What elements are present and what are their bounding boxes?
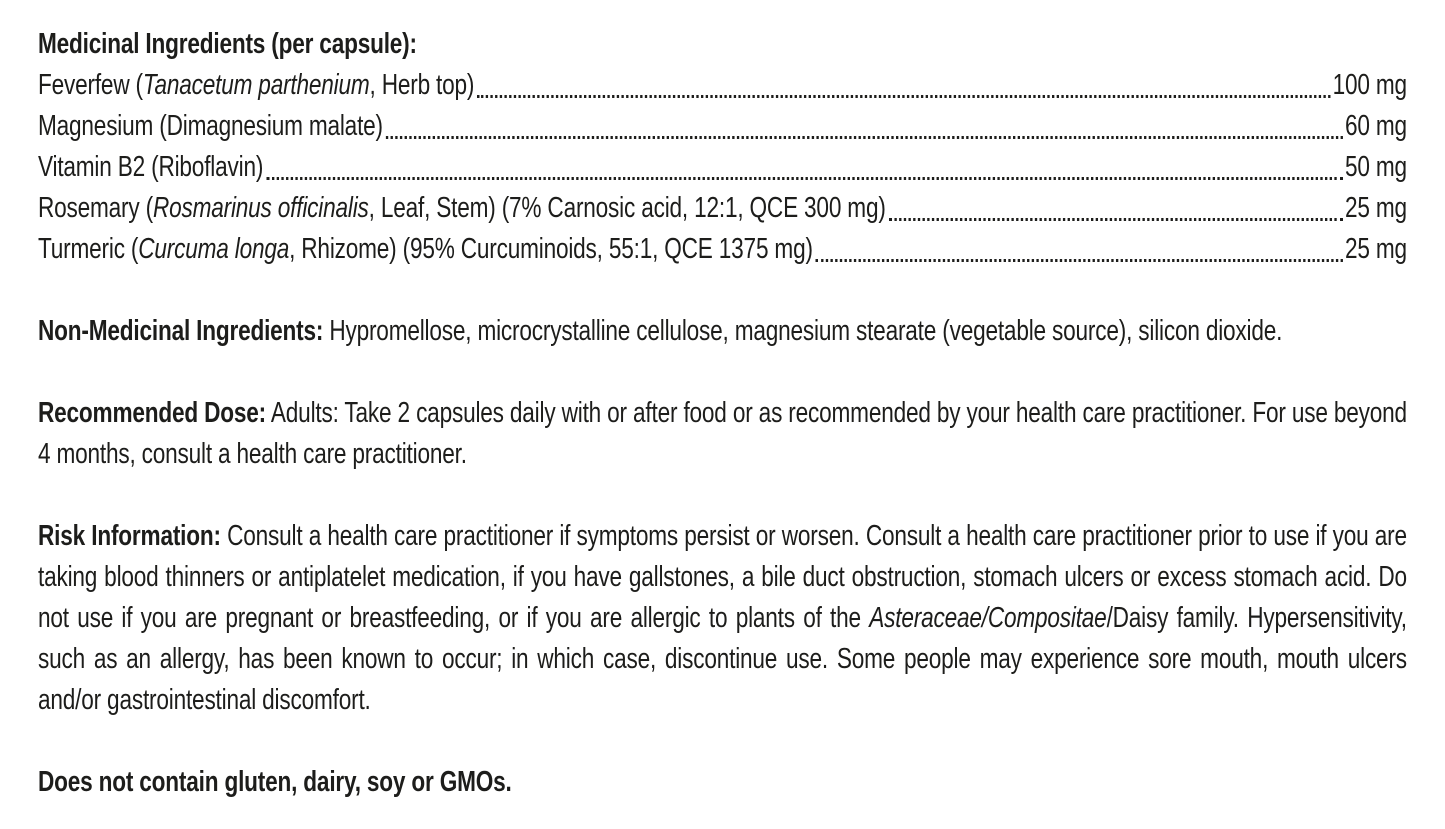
medicinal-ingredients-heading: Medicinal Ingredients (per capsule): [38, 28, 417, 60]
ingredient-amount: 25 mg [1344, 192, 1407, 224]
ingredient-name: Turmeric (Curcuma longa, Rhizome) (95% Curcuminoids, 55:1, QCE 1375 mg) [38, 233, 813, 265]
dotted-leader [266, 147, 1342, 180]
non-medicinal-label: Non-Medicinal Ingredients: [38, 315, 324, 347]
recommended-dose-text: Adults: Take 2 capsules daily with or after food or as recommended by your health care practitioner. For use beyond 4 months, consult a health care practitioner. [38, 397, 1407, 470]
recommended-dose-label: Recommended Dose: [38, 397, 267, 429]
risk-information-section [38, 516, 1407, 721]
non-medicinal-text: Hypromellose, microcrystalline cellulose, magnesium stearate (vegetable source), silicon dioxide. [329, 315, 1283, 347]
ingredient-row [38, 147, 1407, 188]
ingredient-row [38, 229, 1407, 270]
ingredient-row [38, 188, 1407, 229]
non-medicinal-section [38, 311, 1407, 352]
recommended-dose-section [38, 393, 1407, 475]
ingredient-amount: 60 mg [1344, 110, 1407, 142]
risk-information-label: Risk Information: [38, 520, 221, 552]
dotted-leader [889, 188, 1343, 221]
gluten-free-statement: Does not contain gluten, dairy, soy or GMOs. [38, 766, 512, 798]
ingredient-amount: 50 mg [1344, 151, 1407, 183]
ingredient-name: Vitamin B2 (Riboflavin) [38, 151, 264, 183]
ingredient-row [38, 65, 1407, 106]
dotted-leader [386, 106, 1343, 139]
ingredient-name: Rosemary (Rosmarinus officinalis, Leaf, Stem) (7% Carnosic acid, 12:1, QCE 300 mg) [38, 192, 886, 224]
ingredient-row [38, 106, 1407, 147]
dotted-leader [816, 229, 1343, 262]
ingredient-name: Magnesium (Dimagnesium malate) [38, 110, 383, 142]
dotted-leader [477, 65, 1330, 98]
medicinal-ingredients-list [38, 65, 1407, 270]
ingredient-name: Feverfew (Tanacetum parthenium, Herb top) [38, 69, 475, 101]
ingredient-amount: 25 mg [1344, 233, 1407, 265]
ingredient-amount: 100 mg [1332, 69, 1407, 101]
supplement-label [38, 24, 1407, 803]
risk-information-text: Consult a health care practitioner if symptoms persist or worsen. Consult a health care practitioner prior to use if you are taking blood thinners or antiplatelet medication, if you have gallstones, a bile duct obstruction, stomach ulcers or excess stomach acid. Do not use if you are pregnant or breastfeeding, or if you are allergic to plants of the Asteraceae/Compositae/Daisy family. Hypersensitivity, such as an allergy, has been known to occur; in which case, discontinue use. Some people may experience sore mouth, mouth ulcers and/or gastrointestinal discomfort. [38, 520, 1407, 716]
